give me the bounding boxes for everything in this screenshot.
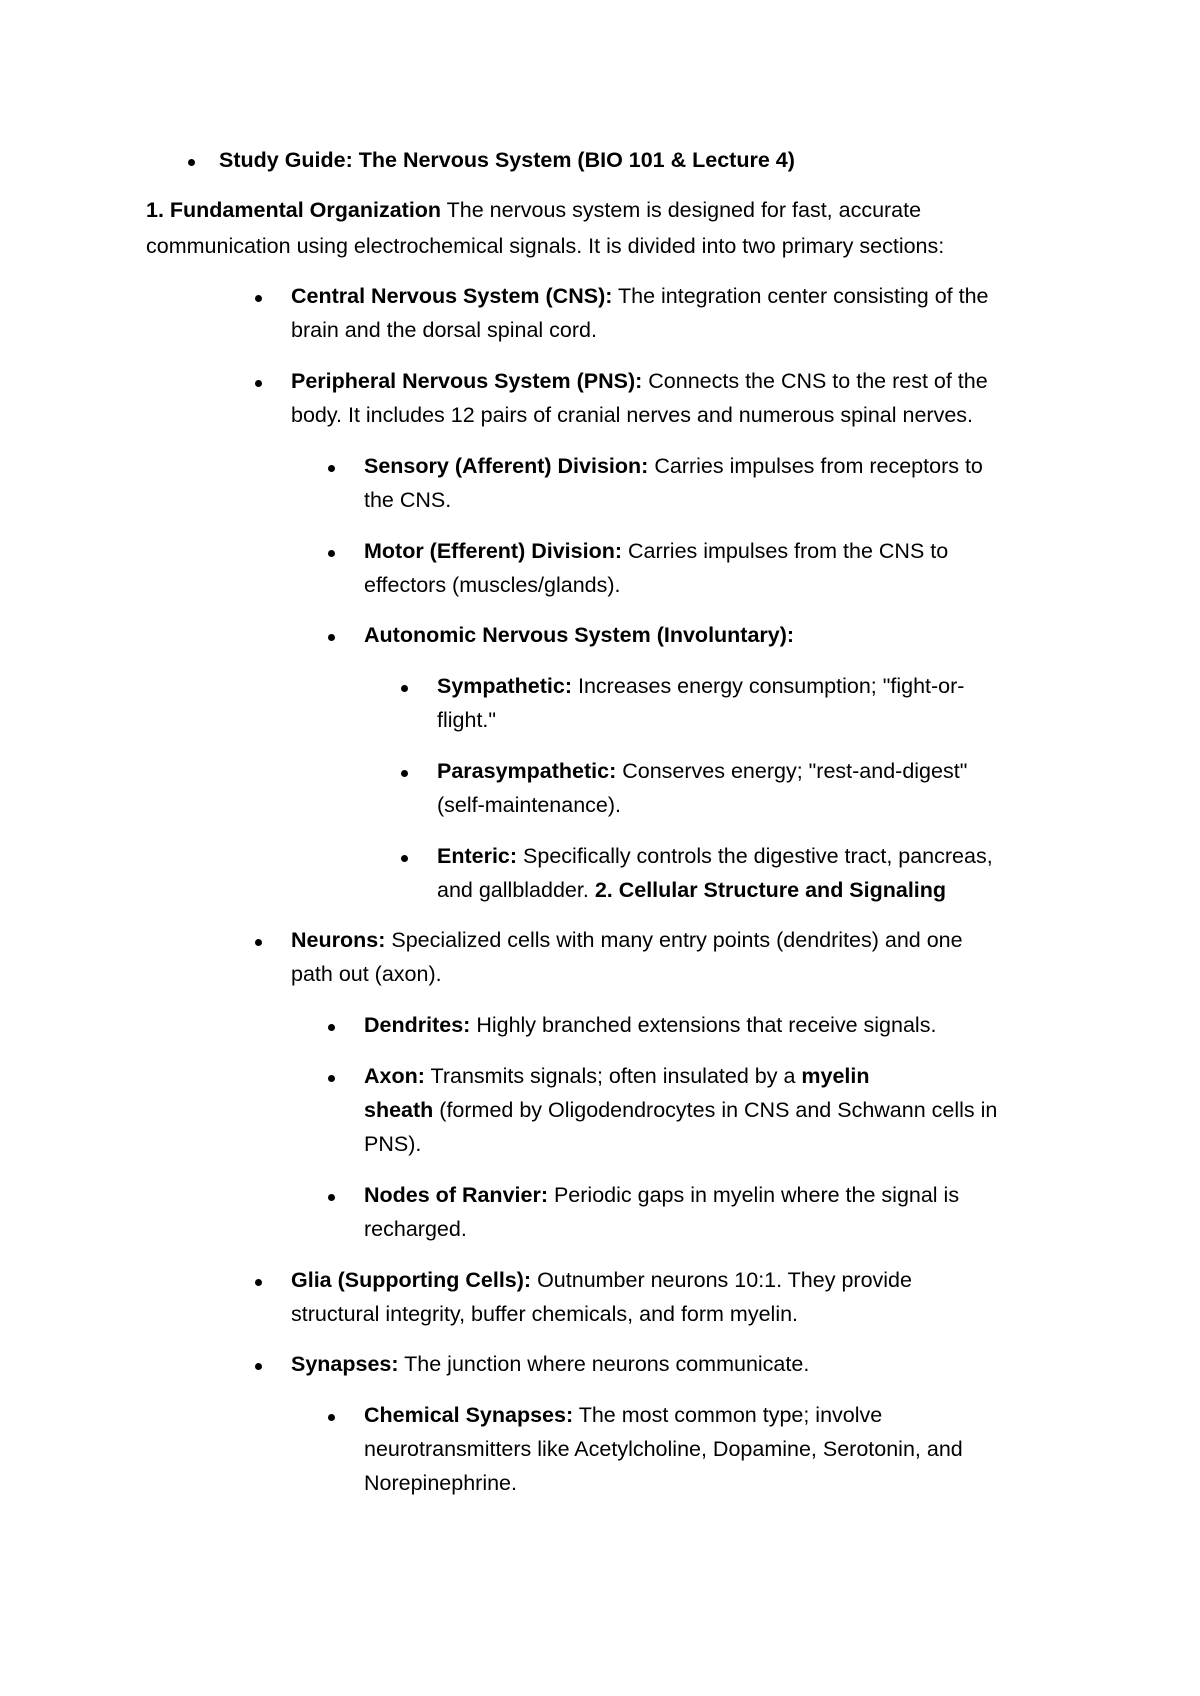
cns-line-1: Central Nervous System (CNS): The integration center consisting of the — [291, 284, 989, 308]
pns-line-2: body. It includes 12 pairs of cranial nerves and numerous spinal nerves. — [291, 403, 974, 427]
motor-line-1: Motor (Efferent) Division: Carries impulses from the CNS to — [364, 539, 949, 563]
axon-line-3: PNS). — [364, 1132, 422, 1156]
glia-line-1: Glia (Supporting Cells): Outnumber neurons 10:1. They provide — [291, 1268, 912, 1292]
ranvier-line-1: Nodes of Ranvier: Periodic gaps in myelin where the signal is — [364, 1183, 960, 1207]
autonomic-line-1: Autonomic Nervous System (Involuntary): — [364, 623, 795, 647]
bullet-chemical — [328, 1414, 335, 1421]
pns-line-1: Peripheral Nervous System (PNS): Connects the CNS to the rest of the — [291, 369, 988, 393]
ranvier-line-2: recharged. — [364, 1217, 467, 1241]
sensory-line-1: Sensory (Afferent) Division: Carries impulses from receptors to — [364, 454, 983, 478]
sec1-intro-line-1: 1. Fundamental Organization The nervous system is designed for fast, accurate — [146, 198, 922, 222]
bullet-autonomic — [328, 634, 335, 641]
bullet-motor — [328, 550, 335, 557]
bullet-synapses — [255, 1363, 262, 1370]
parasympathetic-line-1: Parasympathetic: Conserves energy; "rest-and-digest" — [437, 759, 968, 783]
neurons-line-2: path out (axon). — [291, 962, 442, 986]
cns-line-2: brain and the dorsal spinal cord. — [291, 318, 597, 342]
bullet-parasympathetic — [401, 770, 408, 777]
sensory-line-2: the CNS. — [364, 488, 452, 512]
sympathetic-line-1: Sympathetic: Increases energy consumption; "fight-or- — [437, 674, 965, 698]
glia-line-2: structural integrity, buffer chemicals, and form myelin. — [291, 1302, 799, 1326]
bullet-enteric — [401, 855, 408, 862]
parasympathetic-line-2: (self-maintenance). — [437, 793, 622, 817]
bullet-cns — [255, 295, 262, 302]
enteric-line-1: Enteric: Specifically controls the digestive tract, pancreas, — [437, 844, 993, 868]
enteric-line-2: and gallbladder. 2. Cellular Structure and Signaling — [437, 878, 947, 902]
sec1-heading: 1. Fundamental Organization — [146, 198, 442, 222]
bullet-sympathetic — [401, 685, 408, 692]
bullet-pns — [255, 380, 262, 387]
synapses-line-1: Synapses: The junction where neurons communicate. — [291, 1352, 810, 1376]
bullet-dendrites — [328, 1024, 335, 1031]
bullet-neurons — [255, 939, 262, 946]
sympathetic-line-2: flight." — [437, 708, 497, 732]
bullet-glia — [255, 1279, 262, 1286]
chemical-line-3: Norepinephrine. — [364, 1471, 517, 1495]
motor-line-2: effectors (muscles/glands). — [364, 573, 621, 597]
axon-line-1: Axon: Transmits signals; often insulated by a myelin — [364, 1064, 870, 1088]
axon-line-2: sheath (formed by Oligodendrocytes in CNS and Schwann cells in — [364, 1098, 998, 1122]
sec2-heading: 2. Cellular Structure and Signaling — [594, 878, 947, 902]
sec1-intro-line-2: communication using electrochemical signals. It is divided into two primary sections: — [146, 234, 945, 258]
bullet-sensory — [328, 465, 335, 472]
bullet-ranvier — [328, 1194, 335, 1201]
chemical-line-2: neurotransmitters like Acetylcholine, Dopamine, Serotonin, and — [364, 1437, 963, 1461]
doc-title: Study Guide: The Nervous System (BIO 101 & Lecture 4) — [219, 148, 795, 172]
neurons-line-1: Neurons: Specialized cells with many entry points (dendrites) and one — [291, 928, 963, 952]
chemical-line-1: Chemical Synapses: The most common type; involve — [364, 1403, 883, 1427]
bullet-axon — [328, 1075, 335, 1082]
bullet-title — [188, 159, 195, 166]
dendrites-line-1: Dendrites: Highly branched extensions that receive signals. — [364, 1013, 937, 1037]
